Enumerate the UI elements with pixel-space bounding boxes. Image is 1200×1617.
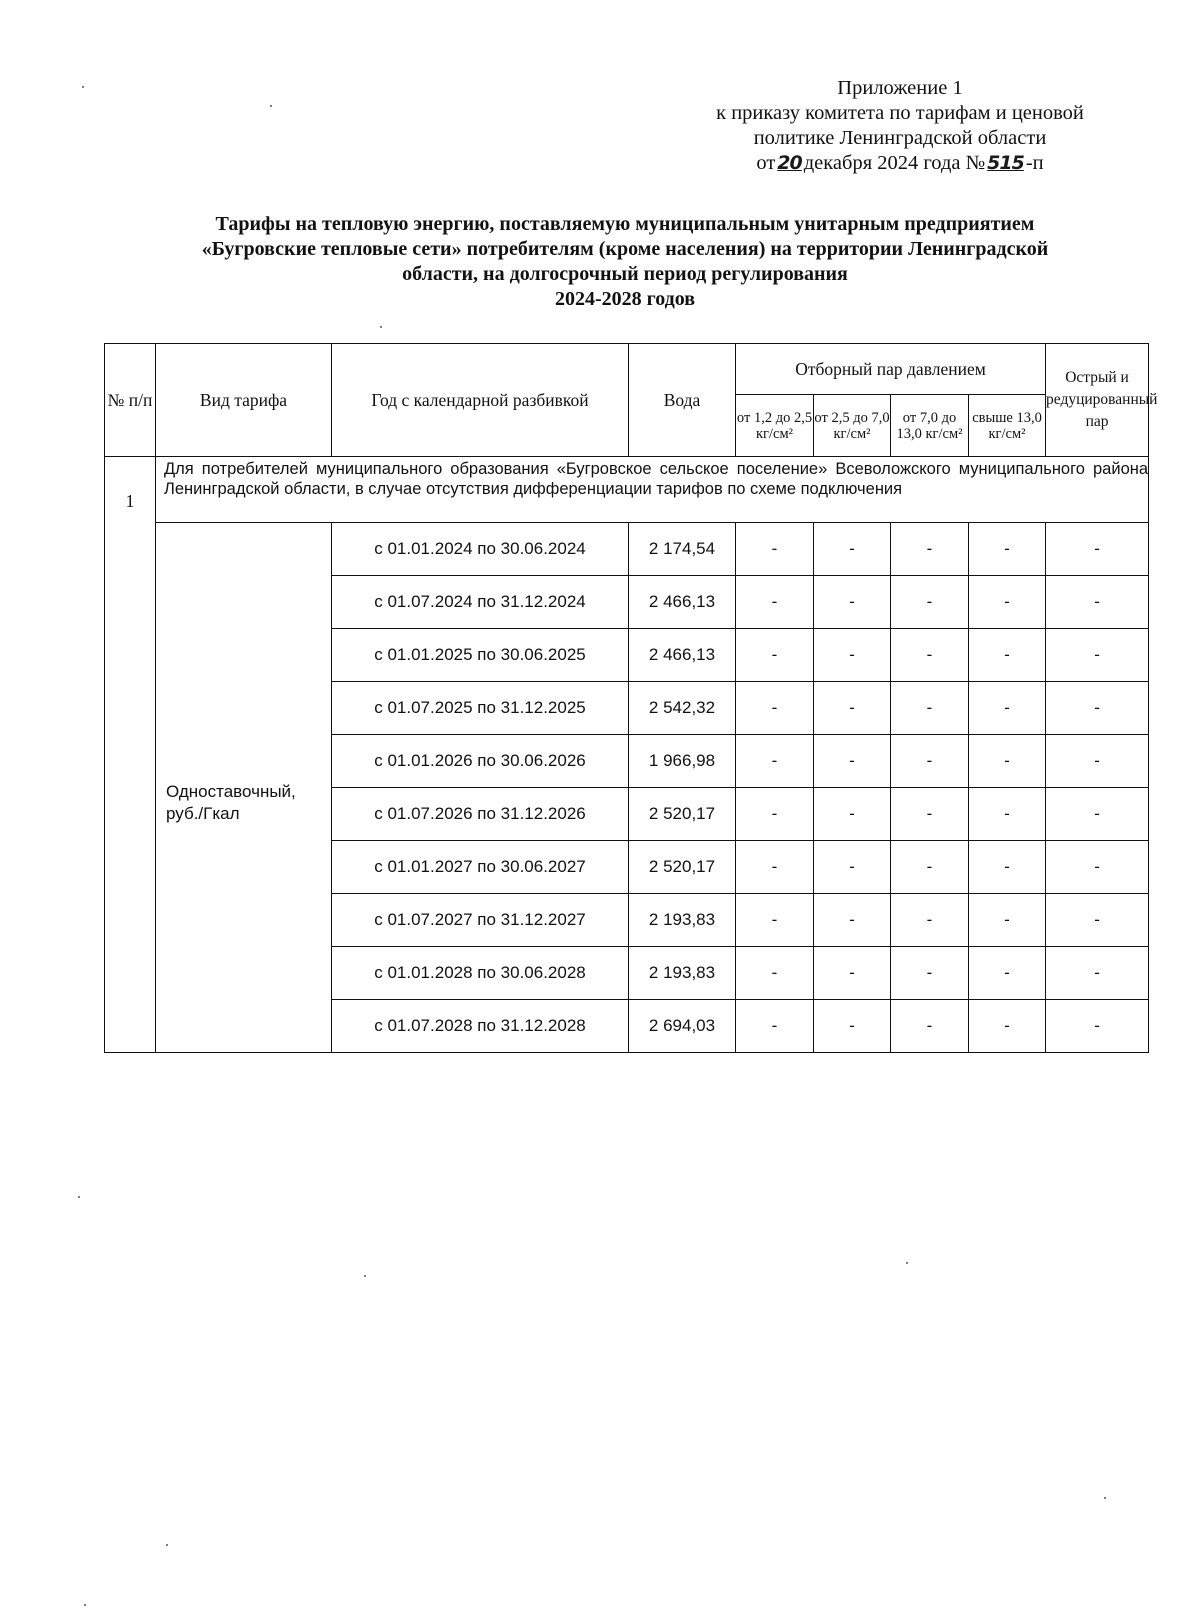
appendix-line-1: Приложение 1 — [837, 77, 963, 99]
scan-speck — [166, 1544, 168, 1546]
period-cell: с 01.07.2026 по 31.12.2026 — [332, 788, 629, 841]
steam-4-value: - — [969, 682, 1046, 735]
scan-speck — [78, 1196, 80, 1198]
steam-4-value: - — [969, 735, 1046, 788]
period-cell: с 01.07.2024 по 31.12.2024 — [332, 576, 629, 629]
steam-2-value: - — [814, 523, 891, 576]
steam-1-value: - — [736, 682, 814, 735]
steam-3-value: - — [891, 788, 969, 841]
steam-2-value: - — [814, 576, 891, 629]
handwritten-order-number: 515 — [987, 152, 1024, 174]
period-cell: с 01.01.2028 по 30.06.2028 — [332, 947, 629, 1000]
steam-3-value: - — [891, 1000, 969, 1053]
scan-speck — [364, 1275, 366, 1277]
sharp-steam-value: - — [1046, 523, 1149, 576]
document-title — [100, 212, 1150, 312]
header-sharp-steam: Острый и редуцированный пар — [1046, 344, 1149, 457]
water-value: 2 466,13 — [629, 629, 736, 682]
steam-4-value: - — [969, 523, 1046, 576]
section-number — [105, 457, 156, 1053]
appendix-month-year: декабря 2024 года № — [803, 152, 986, 174]
header-kind: Вид тарифа — [156, 344, 332, 457]
sharp-steam-value: - — [1046, 682, 1149, 735]
steam-3-value: - — [891, 735, 969, 788]
appendix-prefix: от — [756, 152, 776, 174]
steam-3-value: - — [891, 576, 969, 629]
steam-1-value: - — [736, 735, 814, 788]
steam-1-value: - — [736, 629, 814, 682]
sharp-steam-value: - — [1046, 947, 1149, 1000]
steam-4-value: - — [969, 1000, 1046, 1053]
appendix-line-3: политике Ленинградской области — [753, 127, 1047, 149]
sharp-steam-value: - — [1046, 788, 1149, 841]
header-steam-4: свыше 13,0 кг/см² — [969, 395, 1046, 457]
steam-2-value: - — [814, 788, 891, 841]
period-cell: с 01.01.2026 по 30.06.2026 — [332, 735, 629, 788]
period-cell: с 01.01.2027 по 30.06.2027 — [332, 841, 629, 894]
steam-2-value: - — [814, 629, 891, 682]
table-row — [105, 523, 1149, 576]
steam-4-value: - — [969, 894, 1046, 947]
period-cell: с 01.07.2027 по 31.12.2027 — [332, 894, 629, 947]
appendix-line-4 — [660, 151, 1140, 176]
steam-2-value: - — [814, 735, 891, 788]
section-description: Для потребителей муниципального образования «Бугровское сельское поселение» Всеволожского муниципального района Ленинградской области, в случае отсутствия дифференциации тарифов по схеме подключения — [156, 457, 1149, 523]
steam-3-value: - — [891, 841, 969, 894]
scan-speck — [82, 86, 84, 88]
steam-3-value: - — [891, 947, 969, 1000]
header-steam-1: от 1,2 до 2,5 кг/см² — [736, 395, 814, 457]
tariff-kind: Одноставочный, руб./Гкал — [156, 523, 332, 1053]
sharp-steam-value: - — [1046, 1000, 1149, 1053]
water-value: 1 966,98 — [629, 735, 736, 788]
steam-1-value: - — [736, 947, 814, 1000]
steam-4-value: - — [969, 629, 1046, 682]
scan-speck — [1104, 1497, 1106, 1499]
scan-speck — [380, 326, 382, 328]
sharp-steam-value: - — [1046, 735, 1149, 788]
steam-4-value: - — [969, 788, 1046, 841]
period-cell: с 01.01.2025 по 30.06.2025 — [332, 629, 629, 682]
steam-2-value: - — [814, 682, 891, 735]
title-line-3: области, на долгосрочный период регулирования — [402, 263, 848, 285]
steam-3-value: - — [891, 523, 969, 576]
steam-1-value: - — [736, 841, 814, 894]
period-cell: с 01.07.2028 по 31.12.2028 — [332, 1000, 629, 1053]
sharp-steam-value: - — [1046, 894, 1149, 947]
water-value: 2 193,83 — [629, 947, 736, 1000]
header-period: Год с календарной разбивкой — [332, 344, 629, 457]
sharp-steam-value: - — [1046, 576, 1149, 629]
title-line-4: 2024-2028 годов — [554, 288, 696, 310]
tariff-table — [104, 343, 1158, 1053]
steam-2-value: - — [814, 841, 891, 894]
steam-1-value: - — [736, 1000, 814, 1053]
steam-1-value: - — [736, 788, 814, 841]
steam-2-value: - — [814, 947, 891, 1000]
scan-speck — [906, 1262, 908, 1264]
steam-3-value: - — [891, 894, 969, 947]
header-steam-group: Отборный пар давлением — [736, 344, 1046, 395]
section-number-text: 1 — [125, 491, 135, 511]
steam-1-value: - — [736, 894, 814, 947]
water-value: 2 542,32 — [629, 682, 736, 735]
water-value: 2 174,54 — [629, 523, 736, 576]
header-steam-2: от 2,5 до 7,0 кг/см² — [814, 395, 891, 457]
appendix-line-2: к приказу комитета по тарифам и ценовой — [716, 102, 1084, 124]
steam-2-value: - — [814, 1000, 891, 1053]
steam-4-value: - — [969, 576, 1046, 629]
water-value: 2 520,17 — [629, 788, 736, 841]
sharp-steam-value: - — [1046, 629, 1149, 682]
steam-1-value: - — [736, 523, 814, 576]
steam-3-value: - — [891, 629, 969, 682]
appendix-suffix: -п — [1025, 152, 1044, 174]
steam-3-value: - — [891, 682, 969, 735]
period-cell: с 01.01.2024 по 30.06.2024 — [332, 523, 629, 576]
appendix-header — [660, 76, 1140, 176]
water-value: 2 193,83 — [629, 894, 736, 947]
steam-2-value: - — [814, 894, 891, 947]
handwritten-day: 20 — [777, 152, 802, 174]
water-value: 2 466,13 — [629, 576, 736, 629]
header-steam-3: от 7,0 до 13,0 кг/см² — [891, 395, 969, 457]
title-line-1: Тарифы на тепловую энергию, поставляемую муниципальным унитарным предприятием — [215, 213, 1035, 235]
header-water: Вода — [629, 344, 736, 457]
period-cell: с 01.07.2025 по 31.12.2025 — [332, 682, 629, 735]
water-value: 2 520,17 — [629, 841, 736, 894]
steam-1-value: - — [736, 576, 814, 629]
water-value: 2 694,03 — [629, 1000, 736, 1053]
title-line-2: «Бугровские тепловые сети» потребителям (кроме населения) на территории Ленинградской — [201, 238, 1049, 260]
steam-4-value: - — [969, 841, 1046, 894]
scan-speck — [270, 105, 272, 107]
header-num: № п/п — [105, 344, 156, 457]
sharp-steam-value: - — [1046, 841, 1149, 894]
steam-4-value: - — [969, 947, 1046, 1000]
scan-speck — [84, 1604, 86, 1606]
